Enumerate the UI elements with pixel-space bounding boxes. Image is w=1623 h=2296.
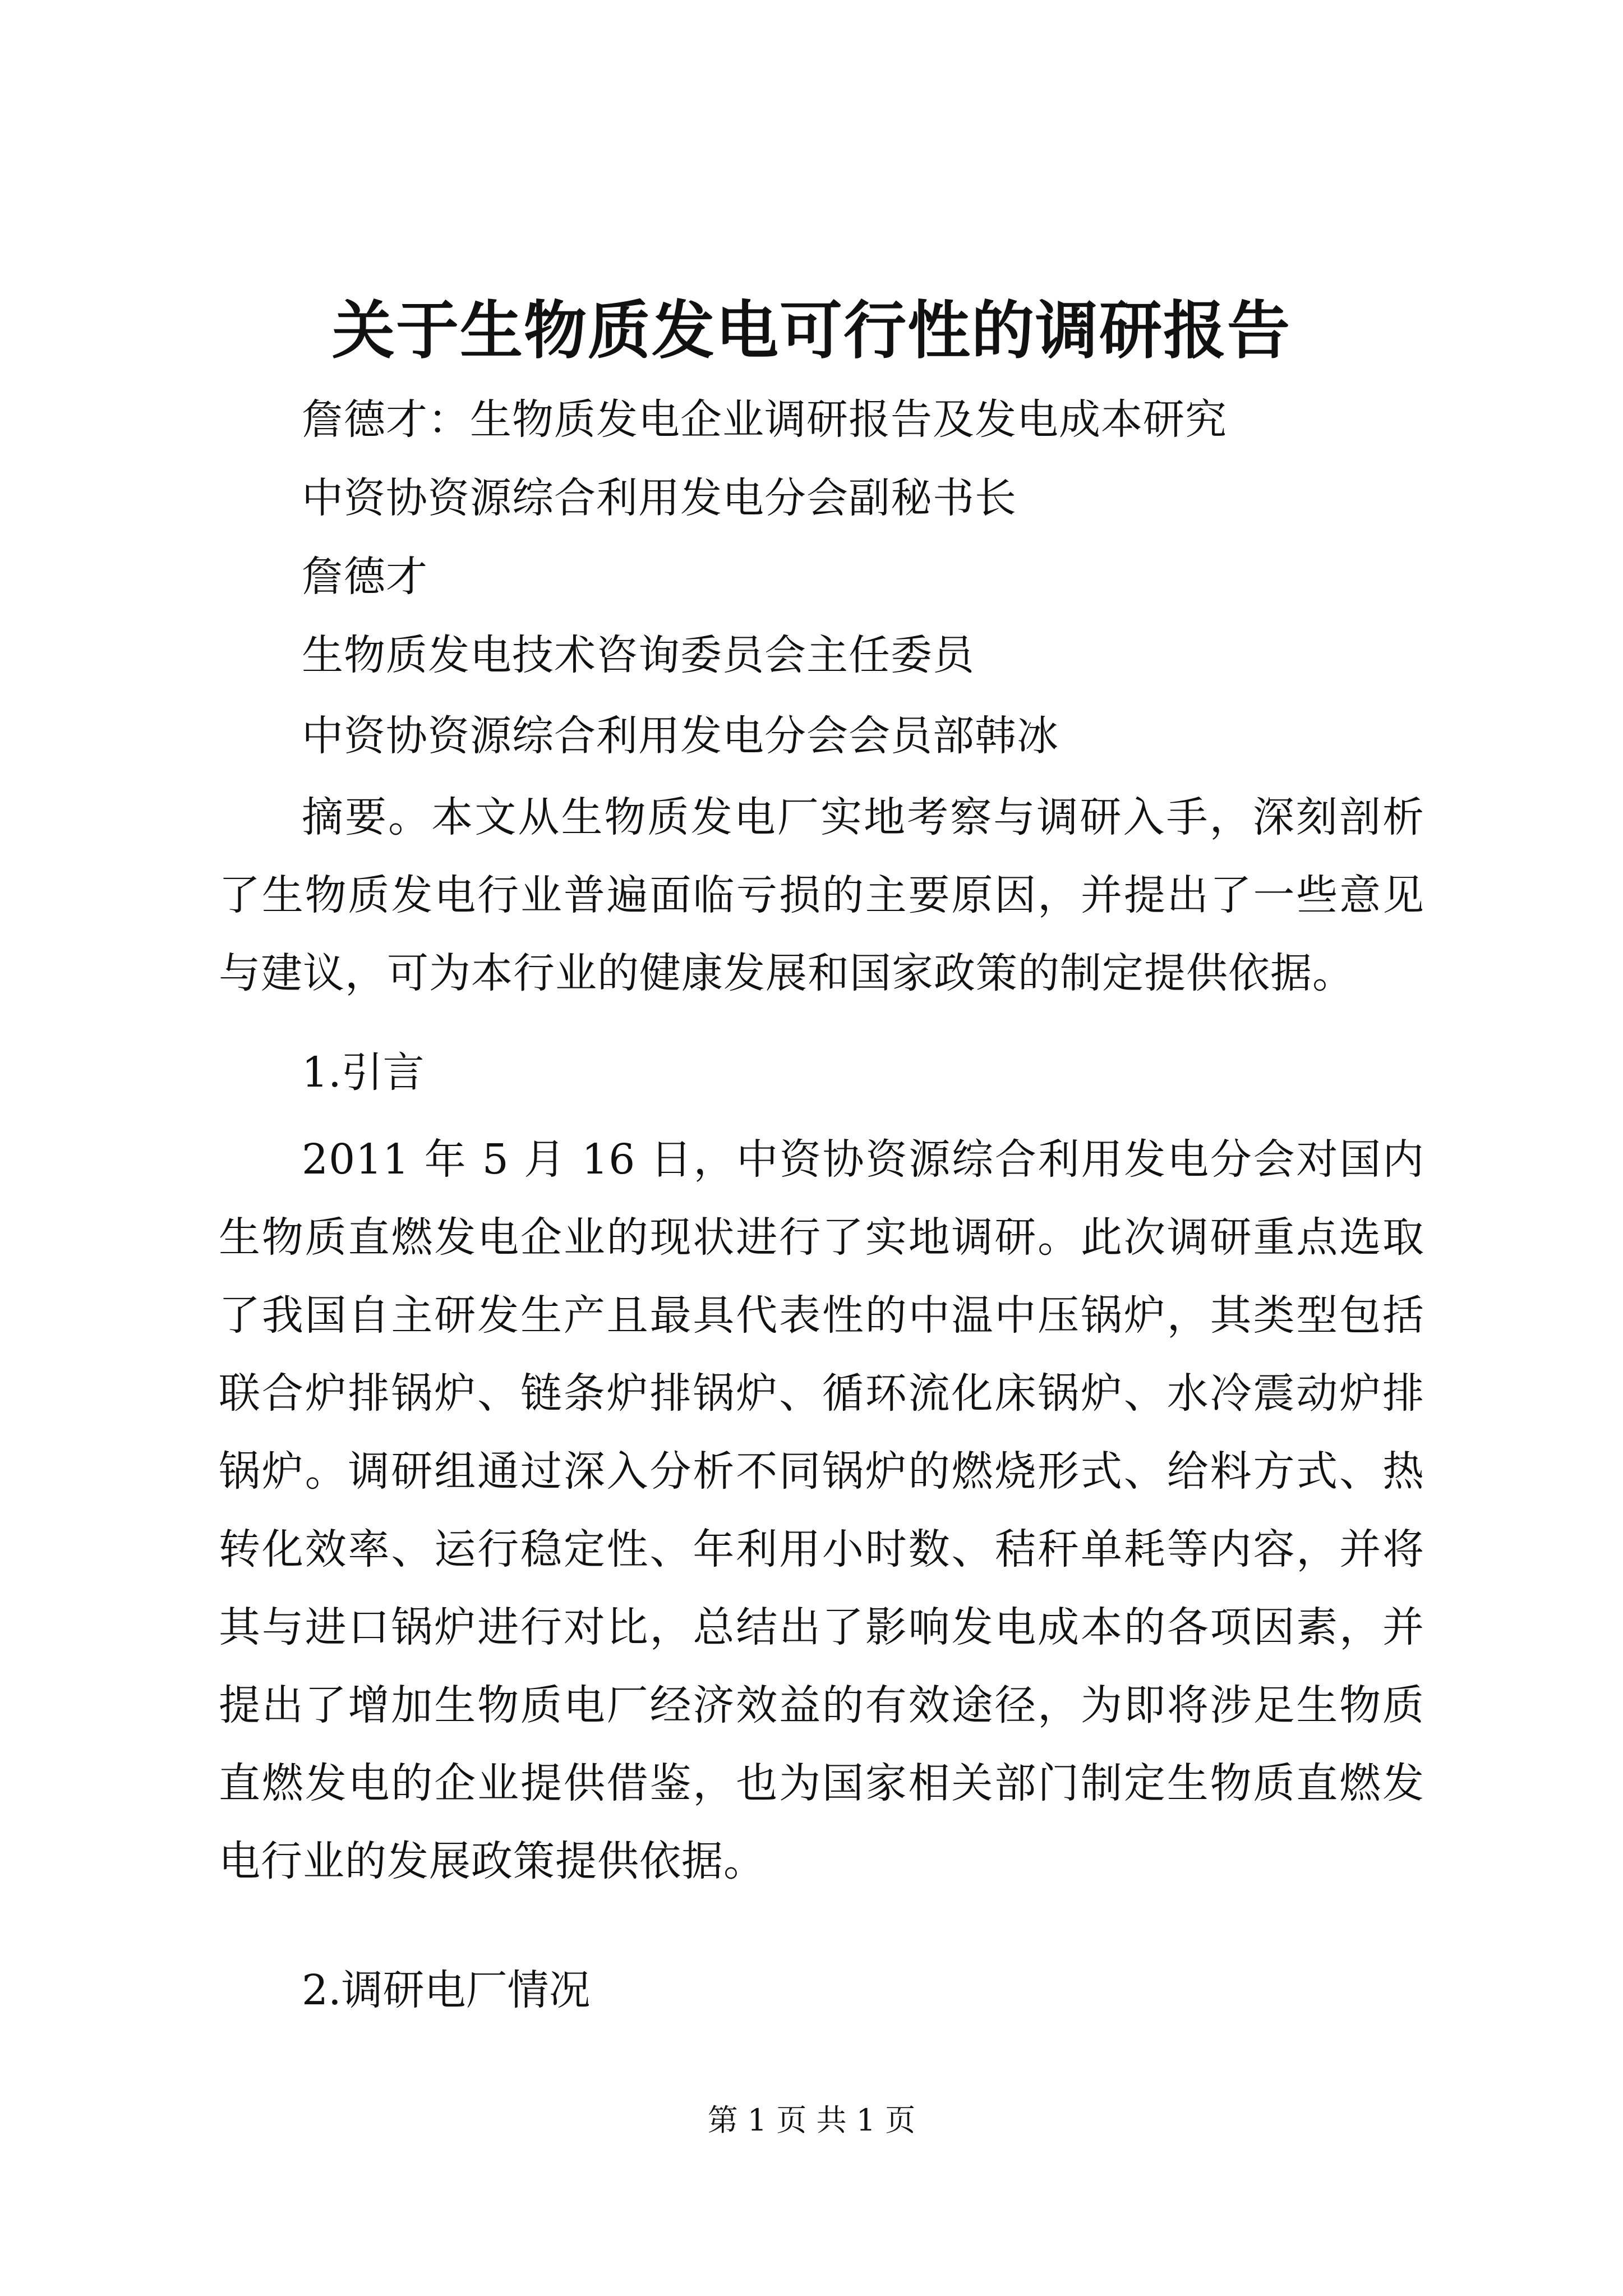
subtitle-line-2: 中资协资源综合利用发电分会副秘书长 xyxy=(302,474,1017,522)
subtitle-line-3: 詹德才 xyxy=(302,553,428,601)
subtitle-line-5: 中资协资源综合利用发电分会会员部韩冰 xyxy=(302,712,1059,760)
page-footer: 第 1 页 共 1 页 xyxy=(707,2102,916,2138)
abstract-paragraph: 摘要。本文从生物质发电厂实地考察与调研入手，深刻剖析了生物质发电行业普遍面临亏损的主要原因，并提出了一些意见与建议，可为本行业的健康发展和国家政策的制定提供依据。 xyxy=(219,793,1424,997)
section-1-paragraph: 2011 年 5 月 16 日，中资协资源综合利用发电分会对国内生物质直燃发电企业的现状进行了实地调研。此次调研重点选取了我国自主研发生产且最具代表性的中温中压锅炉，其类型包括联合炉排锅炉、链条炉排锅炉、循环流化床锅炉、水冷震动炉排锅炉。调研组通过深入分析不同锅炉的燃烧形式、给料方式、热转化效率、运行稳定性、年利用小时数、秸秆单耗等内容，并将其与进口锅炉进行对比，总结出了影响发电成本的各项因素，并提出了增加生物质电厂经济效益的有效途径，为即将涉足生物质直燃发电的企业提供借鉴，也为国家相关部门制定生物质直燃发电行业的发展政策提供依据。 xyxy=(219,1135,1424,1885)
subtitle-line-1: 詹德才：生物质发电企业调研报告及发电成本研究 xyxy=(302,395,1227,444)
document-title: 关于生物质发电可行性的调研报告 xyxy=(332,294,1291,367)
subtitle-line-4: 生物质发电技术咨询委员会主任委员 xyxy=(302,631,975,679)
section-1-heading: 1.引言 xyxy=(302,1048,425,1097)
section-2-heading: 2.调研电厂情况 xyxy=(302,1966,591,2014)
